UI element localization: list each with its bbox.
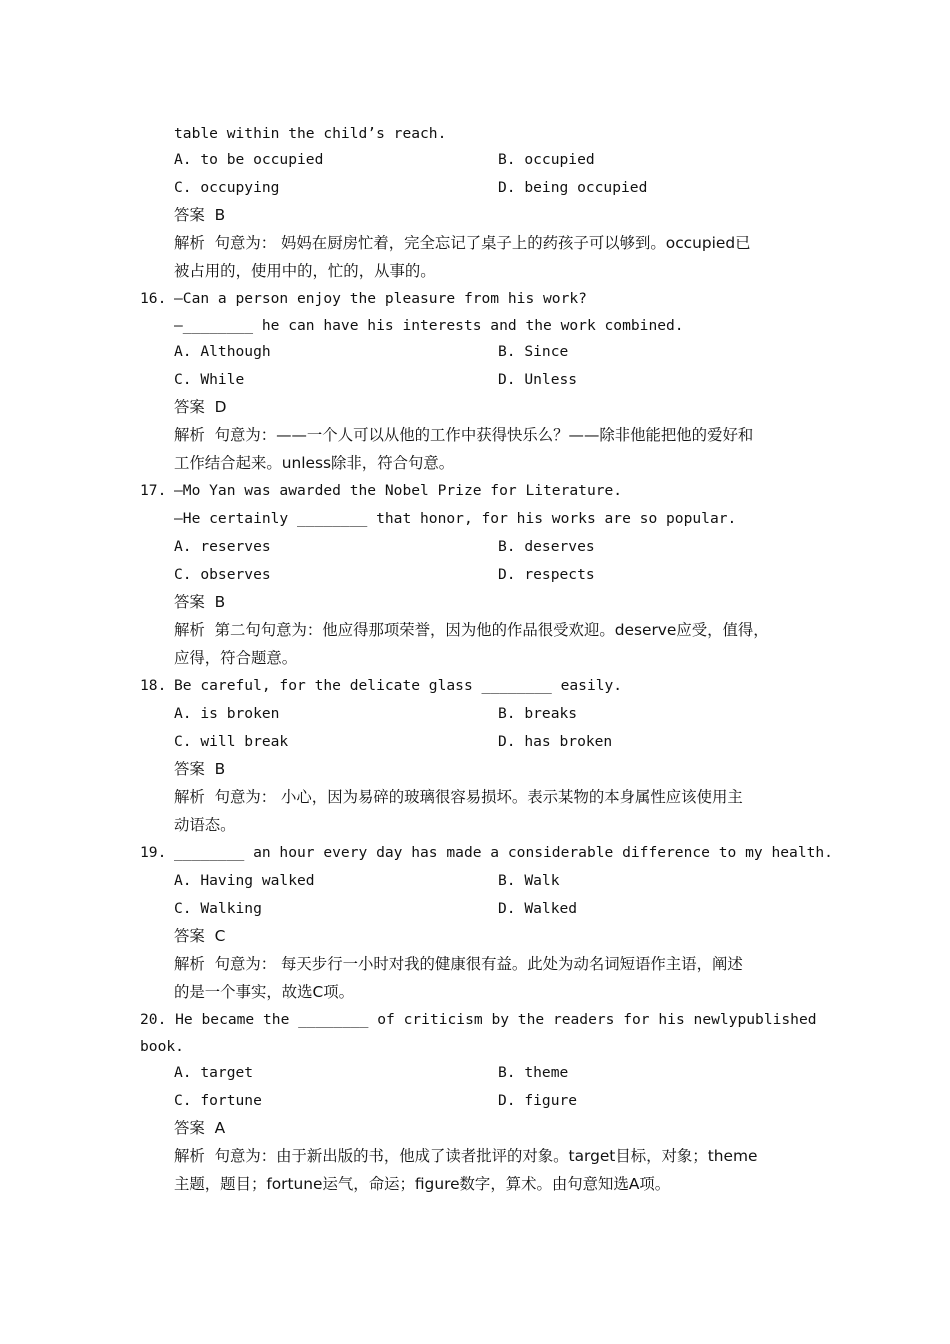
text-line: 答案 C	[174, 927, 226, 945]
text-line: 20. He became the ________ of criticism by the readers for his newlypublished	[140, 1011, 817, 1028]
text-line: A. is broken	[174, 705, 280, 722]
text-line: ________ an hour every day has made a considerable difference to my health.	[174, 844, 833, 861]
text-line: 答案 B	[174, 206, 226, 224]
text-line: B. breaks	[498, 705, 578, 722]
text-line: 解析 句意为： 每天步行一小时对我的健康很有益。此处为动名词短语作主语，阐述	[174, 955, 743, 973]
text-line: Be careful, for the delicate glass ________ easily.	[174, 677, 623, 694]
text-line: table within the child’s reach.	[174, 125, 447, 142]
text-line: 解析 句意为：——一个人可以从他的工作中获得快乐么？——除非他能把他的爱好和	[174, 426, 754, 444]
text-line: —He certainly ________ that honor, for his works are so popular.	[174, 510, 737, 527]
text-line: 被占用的，使用中的，忙的，从事的。	[174, 262, 436, 280]
text-line: 解析 第二句句意为：他应得那项荣誉，因为他的作品很受欢迎。deserve应受，值得，	[174, 621, 769, 639]
text-line: C. occupying	[174, 179, 280, 196]
text-line: A. Although	[174, 343, 271, 360]
text-line: 解析 句意为：由于新出版的书，他成了读者批评的对象。target目标，对象；theme	[174, 1147, 758, 1165]
text-line: 主题，题目；fortune运气，命运；figure数字，算术。由句意知选A项。	[174, 1175, 671, 1193]
text-line: 解析 句意为： 小心，因为易碎的玻璃很容易损坏。表示某物的本身属性应该使用主	[174, 788, 743, 806]
text-line: 答案 B	[174, 593, 226, 611]
text-line: D. being occupied	[498, 179, 648, 196]
text-line: B. theme	[498, 1064, 569, 1081]
text-line: D. has broken	[498, 733, 613, 750]
text-line: A. to be occupied	[174, 151, 324, 168]
text-line: B. Since	[498, 343, 569, 360]
text-line: 应得，符合题意。	[174, 649, 298, 667]
text-line: 答案 A	[174, 1119, 226, 1137]
text-line: 答案 D	[174, 398, 227, 416]
text-line: C. fortune	[174, 1092, 262, 1109]
text-line: B. Walk	[498, 872, 560, 889]
text-line: 的是一个事实，故选C项。	[174, 983, 355, 1001]
text-line: —________ he can have his interests and the work combined.	[174, 317, 684, 334]
text-line: C. observes	[174, 566, 271, 583]
text-line: C. While	[174, 371, 245, 388]
text-line: book.	[140, 1038, 184, 1055]
text-line: 17.	[140, 482, 167, 499]
text-line: A. reserves	[174, 538, 271, 555]
text-line: —Mo Yan was awarded the Nobel Prize for Literature.	[174, 482, 623, 499]
text-line: D. respects	[498, 566, 595, 583]
text-line: A. Having walked	[174, 872, 315, 889]
text-line: D. Walked	[498, 900, 578, 917]
text-line: —Can a person enjoy the pleasure from his work?	[174, 290, 587, 307]
text-line: 19.	[140, 844, 167, 861]
text-line: B. deserves	[498, 538, 595, 555]
text-line: 16.	[140, 290, 167, 307]
text-line: B. occupied	[498, 151, 595, 168]
text-line: 18.	[140, 677, 167, 694]
text-line: D. figure	[498, 1092, 578, 1109]
text-line: 解析 句意为： 妈妈在厨房忙着，完全忘记了桌子上的药孩子可以够到。occupied已	[174, 234, 751, 252]
text-line: D. Unless	[498, 371, 578, 388]
text-line: 动语态。	[174, 816, 236, 834]
text-line: 答案 B	[174, 760, 226, 778]
text-line: 工作结合起来。unless除非，符合句意。	[174, 454, 455, 472]
text-line: C. will break	[174, 733, 289, 750]
text-line: C. Walking	[174, 900, 262, 917]
text-line: A. target	[174, 1064, 254, 1081]
